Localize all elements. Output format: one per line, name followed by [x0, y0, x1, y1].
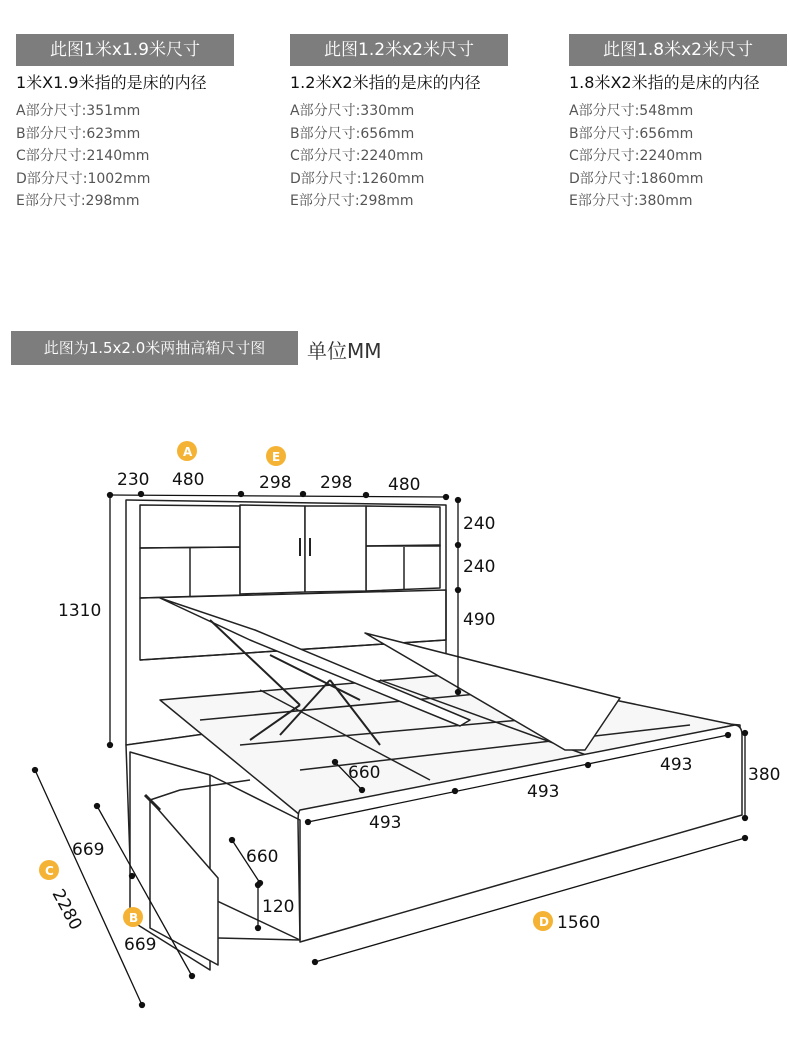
spec-item-d: D部分尺寸:1002mm [16, 170, 151, 187]
spec-item-a: A部分尺寸:351mm [16, 103, 141, 119]
dim-width: 1560 [557, 913, 601, 933]
spec-title: 此图1米x1.9米尺寸 [16, 34, 234, 66]
badge-e [266, 446, 286, 466]
dim-left-669-lower: 669 [124, 935, 157, 955]
badge-e-label: E [272, 450, 281, 464]
spec-subtitle: 1.8米X2米指的是床的内径 [569, 73, 760, 92]
dim-drawer-120: 120 [262, 897, 295, 917]
spec-item-e: E部分尺寸:380mm [569, 193, 693, 209]
dim-right-240-mid: 240 [463, 557, 496, 577]
dim-foot-height: 380 [748, 765, 781, 785]
dim-left-2280: 2280 [47, 885, 86, 934]
dim-top-230: 230 [117, 470, 150, 490]
badge-b [123, 907, 143, 927]
spec-item-d: D部分尺寸:1260mm [290, 170, 425, 187]
unit-label: 单位MM [307, 339, 382, 363]
dim-rail-493-left: 493 [369, 813, 402, 833]
dim-rail-493-right: 493 [660, 755, 693, 775]
badge-d [533, 911, 553, 931]
cabinet-door-right [305, 506, 366, 592]
badge-b-label: B [129, 911, 139, 925]
spec-item-b: B部分尺寸:623mm [16, 125, 141, 142]
spec-item-c: C部分尺寸:2240mm [290, 148, 424, 164]
spec-item-e: E部分尺寸:298mm [16, 193, 140, 209]
spec-subtitle: 1.2米X2米指的是床的内径 [290, 73, 481, 92]
badge-c [39, 860, 59, 880]
badge-d-label: D [539, 915, 549, 929]
spec-item-e: E部分尺寸:298mm [290, 193, 414, 209]
spec-item-a: A部分尺寸:330mm [290, 103, 415, 119]
dim-top-480-right: 480 [388, 475, 421, 495]
spec-item-b: B部分尺寸:656mm [569, 125, 694, 142]
spec-item-d: D部分尺寸:1860mm [569, 170, 704, 187]
badge-a [177, 441, 197, 461]
spec-item-c: C部分尺寸:2240mm [569, 148, 703, 164]
diagram-banner: 此图为1.5x2.0米两抽高箱尺寸图 [11, 331, 298, 365]
dim-right-240-top: 240 [463, 514, 496, 534]
spec-item-b: B部分尺寸:656mm [290, 125, 415, 142]
dim-top-298-left: 298 [259, 473, 292, 493]
spec-item-a: A部分尺寸:548mm [569, 103, 694, 119]
badge-c-label: C [45, 864, 54, 878]
dim-top-480-left: 480 [172, 470, 205, 490]
badge-a-label: A [183, 445, 193, 459]
dim-rail-493-mid: 493 [527, 782, 560, 802]
spec-title: 此图1.8米x2米尺寸 [569, 34, 787, 66]
cabinet-door-left [240, 505, 305, 594]
dim-left-669-upper: 669 [72, 840, 105, 860]
spec-item-c: C部分尺寸:2140mm [16, 148, 150, 164]
dim-drawer-660: 660 [246, 847, 279, 867]
dim-height: 1310 [58, 601, 102, 621]
dim-rail-660: 660 [348, 763, 381, 783]
spec-title: 此图1.2米x2米尺寸 [290, 34, 508, 66]
dim-top-298-right: 298 [320, 473, 353, 493]
spec-subtitle: 1米X1.9米指的是床的内径 [16, 73, 207, 92]
dim-right-490: 490 [463, 610, 496, 630]
